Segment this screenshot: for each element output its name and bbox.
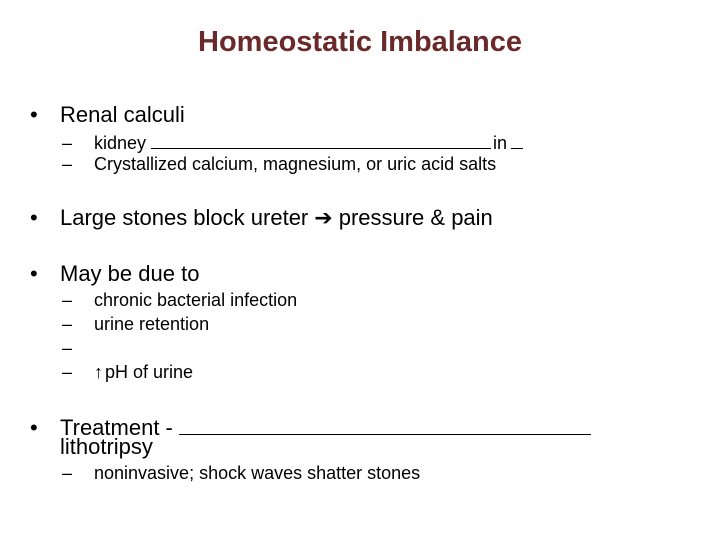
dash-glyph: – [62, 338, 73, 358]
treatment-sub-noninvasive [62, 463, 420, 484]
crystallized-text: Crystallized calcium, magnesium, or uric acid salts [94, 154, 497, 174]
dash-glyph: – [62, 133, 73, 153]
cause-infection-text: chronic bacterial infection [94, 290, 298, 310]
fill-blank-line-short [511, 130, 523, 149]
dash-glyph: – [62, 463, 73, 483]
up-arrow-icon: ↑ [94, 362, 103, 382]
dash-glyph: – [62, 362, 73, 382]
renal-calculi-label: Renal calculi [60, 102, 185, 127]
right-arrow-icon: ➔ [314, 205, 333, 230]
cause-item-infection [62, 290, 297, 311]
cause-item-blank [62, 338, 94, 359]
bullet-large-stones [30, 205, 493, 231]
treatment-lithotripsy [60, 434, 153, 460]
slide-title: Homeostatic Imbalance [198, 26, 522, 58]
dash-glyph: – [62, 314, 73, 334]
fill-blank-line [151, 130, 491, 149]
treatment-label: Treatment - [60, 415, 173, 440]
bullet-glyph: • [30, 205, 38, 230]
cause-item-ph [62, 362, 193, 383]
cause-retention-text: urine retention [94, 314, 210, 334]
lithotripsy-label: lithotripsy [60, 434, 153, 459]
bullet-glyph: • [30, 261, 38, 286]
in-label: in [493, 133, 508, 153]
kidney-label: kidney [94, 133, 147, 153]
renal-sub-crystallized [62, 154, 496, 175]
pressure-pain-text: pressure & pain [338, 205, 493, 230]
fill-blank-line-long [179, 414, 591, 435]
dash-glyph: – [62, 154, 73, 174]
bullet-glyph: • [30, 415, 38, 440]
cause-ph-text: pH of urine [105, 362, 194, 382]
noninvasive-text: noninvasive; shock waves shatter stones [94, 463, 421, 483]
may-be-due-to-label: May be due to [60, 261, 200, 286]
cause-item-retention [62, 314, 209, 335]
renal-sub-kidney [62, 130, 523, 154]
bullet-glyph: • [30, 102, 38, 127]
large-stones-text: Large stones block ureter [60, 205, 309, 230]
bullet-may-be-due-to [30, 261, 199, 287]
bullet-renal-calculi [30, 102, 185, 128]
dash-glyph: – [62, 290, 73, 310]
